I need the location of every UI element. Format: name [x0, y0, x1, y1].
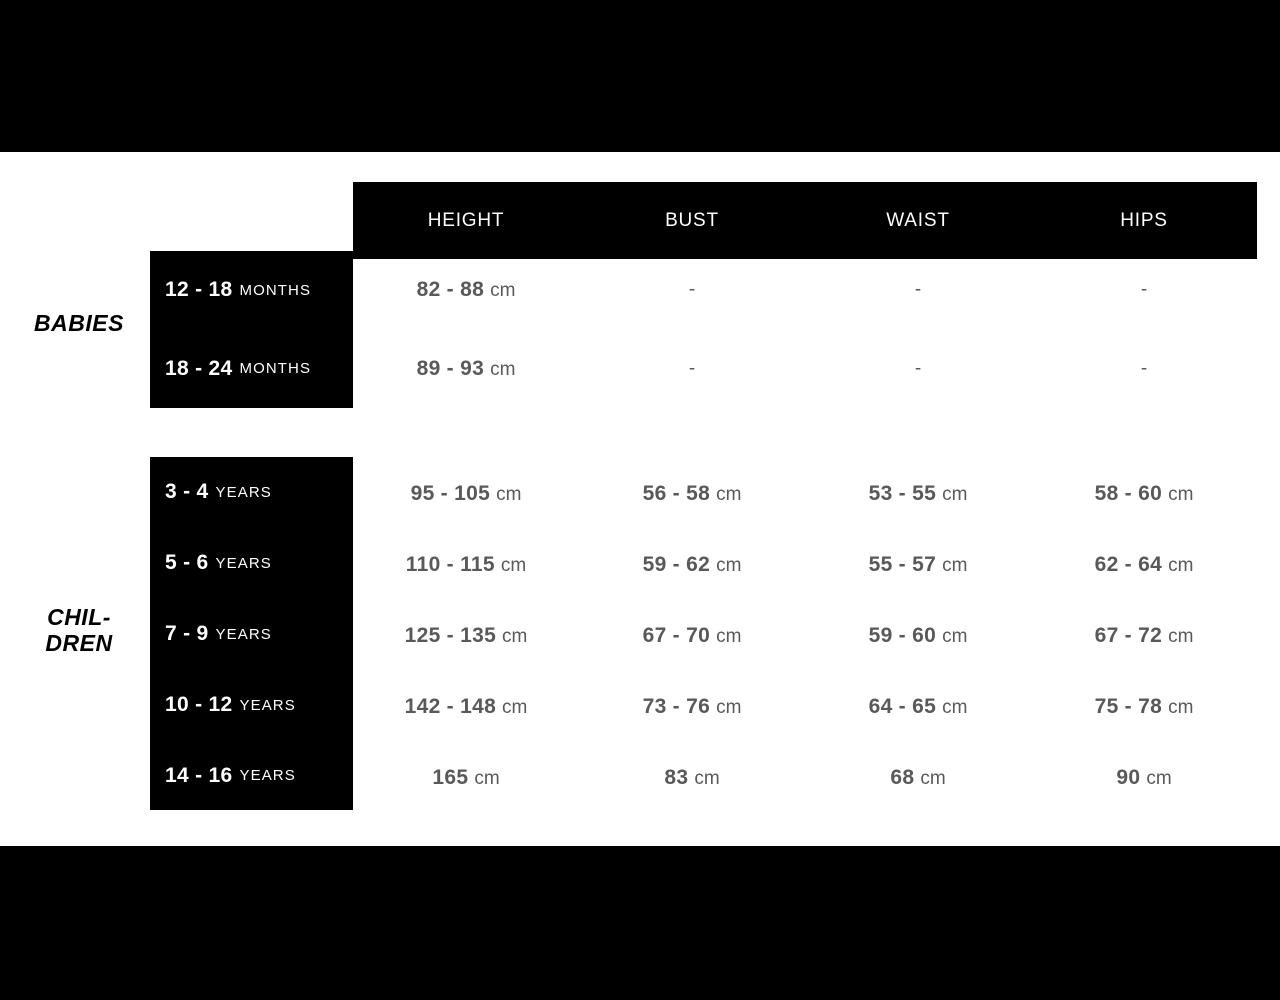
- cell-hips: [1031, 482, 1257, 506]
- value: 56 - 58: [642, 482, 711, 505]
- value: 125 - 135: [404, 624, 497, 647]
- age-cell-children-5: [150, 741, 353, 810]
- value: -: [688, 279, 696, 300]
- value: 59 - 60: [868, 624, 937, 647]
- value: 68: [890, 765, 915, 789]
- value: 165: [432, 765, 469, 789]
- value: -: [688, 357, 696, 379]
- value: -: [914, 279, 922, 300]
- unit: cm: [490, 280, 516, 301]
- column-header-height: HEIGHT: [427, 209, 505, 231]
- unit: cm: [1146, 767, 1172, 789]
- age-value: 14 - 16: [165, 763, 233, 787]
- value: 82 - 88: [416, 278, 485, 301]
- cell-height: [353, 482, 579, 506]
- age-value: 5 - 6: [165, 551, 209, 574]
- unit: cm: [1168, 626, 1194, 647]
- unit: cm: [920, 767, 946, 789]
- cell-height: [353, 695, 579, 719]
- value: 90: [1116, 765, 1141, 789]
- cell-bust: [579, 624, 805, 648]
- unit: cm: [502, 697, 528, 718]
- cell-waist: [805, 695, 1031, 719]
- value: 62 - 64: [1094, 553, 1163, 576]
- value: 59 - 62: [642, 553, 711, 576]
- age-unit: MONTHS: [239, 281, 312, 299]
- unit: cm: [942, 555, 968, 576]
- group-label-children: [8, 604, 150, 657]
- cell-hips: [1031, 553, 1257, 577]
- cell-waist: [805, 358, 1031, 380]
- age-cell-children-4: [150, 670, 353, 740]
- value: 89 - 93: [416, 356, 485, 380]
- value: 110 - 115: [405, 553, 495, 576]
- cell-height: [353, 278, 579, 302]
- unit: cm: [694, 767, 720, 789]
- value: -: [1140, 357, 1148, 379]
- unit: cm: [474, 767, 500, 789]
- column-header-hips: HIPS: [1120, 209, 1168, 231]
- unit: cm: [942, 484, 968, 505]
- age-value: 7 - 9: [165, 622, 209, 645]
- value: 73 - 76: [642, 695, 711, 718]
- age-value: 12 - 18: [165, 278, 233, 301]
- table-row-children-4: [353, 672, 1257, 742]
- cell-height: [353, 624, 579, 648]
- cell-bust: [579, 766, 805, 790]
- value: 67 - 72: [1094, 624, 1163, 647]
- unit: cm: [1168, 697, 1194, 718]
- age-unit: YEARS: [215, 554, 272, 572]
- age-cell-children-2: [150, 528, 353, 598]
- age-unit: YEARS: [215, 483, 272, 501]
- cell-hips: [1031, 279, 1257, 301]
- unit: cm: [1168, 555, 1194, 576]
- value: 75 - 78: [1094, 695, 1163, 718]
- cell-hips: [1031, 624, 1257, 648]
- cell-height: [353, 553, 579, 577]
- unit: cm: [716, 626, 742, 647]
- cell-bust: [579, 553, 805, 577]
- cell-waist: [805, 766, 1031, 790]
- unit: cm: [500, 555, 527, 576]
- value: 53 - 55: [868, 482, 937, 505]
- cell-hips: [1031, 695, 1257, 719]
- cell-height: [353, 766, 579, 790]
- age-cell-babies-1: [150, 251, 353, 329]
- unit: cm: [490, 358, 516, 380]
- group-label-children-line1: CHIL-: [47, 604, 111, 630]
- cell-bust: [579, 279, 805, 301]
- column-header-bust: BUST: [665, 209, 719, 231]
- unit: cm: [502, 626, 528, 647]
- age-unit: YEARS: [215, 625, 272, 643]
- value: 58 - 60: [1094, 482, 1163, 505]
- value: 83: [664, 765, 689, 789]
- age-cell-babies-2: [150, 329, 353, 408]
- group-label-children-line2: DREN: [45, 630, 113, 657]
- value: 142 - 148: [404, 695, 497, 718]
- cell-bust: [579, 358, 805, 380]
- age-unit: MONTHS: [239, 360, 312, 377]
- table-row-children-2: [353, 530, 1257, 600]
- cell-hips: [1031, 766, 1257, 790]
- unit: cm: [496, 484, 522, 505]
- age-unit: YEARS: [239, 767, 296, 784]
- age-value: 18 - 24: [165, 356, 233, 380]
- cell-waist: [805, 482, 1031, 506]
- cell-hips: [1031, 358, 1257, 380]
- cell-bust: [579, 482, 805, 506]
- table-column-header: [353, 182, 1257, 259]
- age-value: 10 - 12: [165, 693, 233, 716]
- unit: cm: [716, 555, 742, 576]
- table-row-children-5: [353, 743, 1257, 812]
- value: 64 - 65: [868, 695, 937, 718]
- cell-waist: [805, 624, 1031, 648]
- value: 95 - 105: [410, 482, 491, 505]
- unit: cm: [942, 697, 968, 718]
- age-unit: YEARS: [239, 696, 296, 714]
- column-header-waist: WAIST: [886, 209, 950, 231]
- cell-height: [353, 357, 579, 381]
- unit: cm: [1168, 484, 1194, 505]
- age-cell-children-3: [150, 599, 353, 669]
- unit: cm: [716, 697, 742, 718]
- age-value: 3 - 4: [165, 480, 209, 503]
- age-cell-children-1: [150, 457, 353, 527]
- table-row-children-1: [353, 459, 1257, 529]
- value: 55 - 57: [868, 553, 937, 576]
- unit: cm: [942, 626, 968, 647]
- value: -: [914, 357, 922, 379]
- cell-waist: [805, 553, 1031, 577]
- table-row-babies-2: [353, 329, 1257, 408]
- group-label-babies: BABIES: [34, 310, 124, 336]
- unit: cm: [716, 484, 742, 505]
- value: -: [1140, 279, 1148, 300]
- cell-bust: [579, 695, 805, 719]
- table-row-babies-1: [353, 251, 1257, 329]
- value: 67 - 70: [642, 624, 711, 647]
- cell-waist: [805, 279, 1031, 301]
- table-row-children-3: [353, 601, 1257, 671]
